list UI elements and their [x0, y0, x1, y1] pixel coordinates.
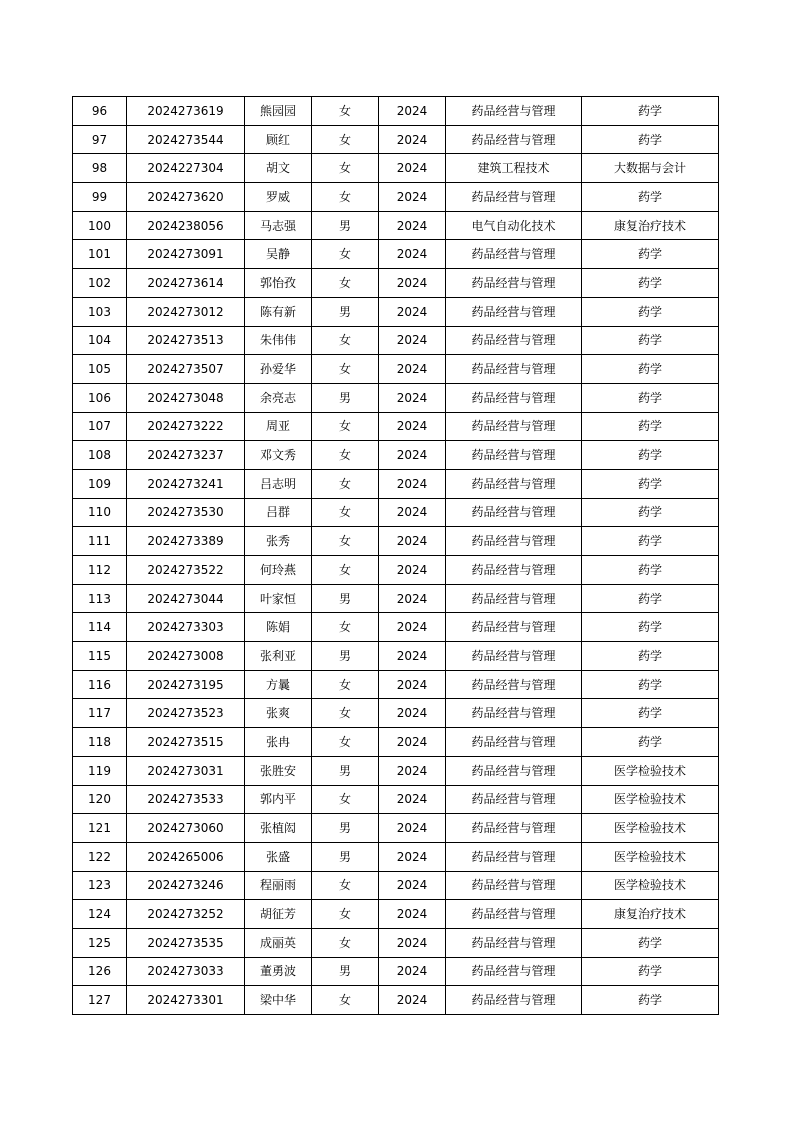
student-name-cell: 吴静	[245, 240, 312, 269]
row-number-cell: 120	[73, 785, 127, 814]
row-number-cell: 114	[73, 613, 127, 642]
student-id-cell: 2024273246	[127, 871, 245, 900]
row-number-cell: 109	[73, 469, 127, 498]
student-id-cell: 2024273237	[127, 441, 245, 470]
current-major-cell: 药品经营与管理	[446, 297, 582, 326]
student-id-cell: 2024273195	[127, 670, 245, 699]
current-major-cell: 药品经营与管理	[446, 842, 582, 871]
student-name-cell: 胡文	[245, 154, 312, 183]
student-id-cell: 2024273614	[127, 269, 245, 298]
target-major-cell: 医学检验技术	[582, 814, 719, 843]
row-number-cell: 101	[73, 240, 127, 269]
enrollment-year-cell: 2024	[379, 412, 446, 441]
table-row	[73, 670, 719, 699]
enrollment-year-cell: 2024	[379, 699, 446, 728]
student-id-cell: 2024273252	[127, 900, 245, 929]
target-major-cell: 药学	[582, 297, 719, 326]
target-major-cell: 药学	[582, 469, 719, 498]
enrollment-year-cell: 2024	[379, 928, 446, 957]
current-major-cell: 药品经营与管理	[446, 355, 582, 384]
enrollment-year-cell: 2024	[379, 785, 446, 814]
target-major-cell: 康复治疗技术	[582, 211, 719, 240]
current-major-cell: 药品经营与管理	[446, 97, 582, 126]
enrollment-year-cell: 2024	[379, 269, 446, 298]
student-name-cell: 余亮志	[245, 383, 312, 412]
target-major-cell: 药学	[582, 498, 719, 527]
gender-cell: 女	[312, 556, 379, 585]
gender-cell: 男	[312, 814, 379, 843]
table-row	[73, 699, 719, 728]
enrollment-year-cell: 2024	[379, 297, 446, 326]
gender-cell: 女	[312, 871, 379, 900]
enrollment-year-cell: 2024	[379, 670, 446, 699]
table-row	[73, 613, 719, 642]
student-id-cell: 2024273530	[127, 498, 245, 527]
student-name-cell: 何玲燕	[245, 556, 312, 585]
enrollment-year-cell: 2024	[379, 154, 446, 183]
current-major-cell: 药品经营与管理	[446, 928, 582, 957]
target-major-cell: 药学	[582, 928, 719, 957]
enrollment-year-cell: 2024	[379, 125, 446, 154]
enrollment-year-cell: 2024	[379, 556, 446, 585]
current-major-cell: 药品经营与管理	[446, 756, 582, 785]
student-name-cell: 朱伟伟	[245, 326, 312, 355]
student-id-cell: 2024273513	[127, 326, 245, 355]
gender-cell: 女	[312, 527, 379, 556]
target-major-cell: 药学	[582, 957, 719, 986]
enrollment-year-cell: 2024	[379, 986, 446, 1015]
current-major-cell: 药品经营与管理	[446, 527, 582, 556]
row-number-cell: 98	[73, 154, 127, 183]
gender-cell: 女	[312, 125, 379, 154]
current-major-cell: 药品经营与管理	[446, 900, 582, 929]
table-row	[73, 154, 719, 183]
target-major-cell: 医学检验技术	[582, 871, 719, 900]
student-id-cell: 2024273533	[127, 785, 245, 814]
table-row	[73, 584, 719, 613]
student-id-cell: 2024273620	[127, 183, 245, 212]
table-row	[73, 556, 719, 585]
table-row	[73, 441, 719, 470]
target-major-cell: 药学	[582, 728, 719, 757]
student-name-cell: 吕群	[245, 498, 312, 527]
table-row	[73, 928, 719, 957]
current-major-cell: 药品经营与管理	[446, 125, 582, 154]
current-major-cell: 药品经营与管理	[446, 785, 582, 814]
student-id-cell: 2024273060	[127, 814, 245, 843]
student-id-cell: 2024273222	[127, 412, 245, 441]
current-major-cell: 电气自动化技术	[446, 211, 582, 240]
student-id-cell: 2024238056	[127, 211, 245, 240]
student-id-cell: 2024273535	[127, 928, 245, 957]
current-major-cell: 药品经营与管理	[446, 670, 582, 699]
enrollment-year-cell: 2024	[379, 584, 446, 613]
target-major-cell: 药学	[582, 527, 719, 556]
student-id-cell: 2024273523	[127, 699, 245, 728]
row-number-cell: 105	[73, 355, 127, 384]
row-number-cell: 122	[73, 842, 127, 871]
gender-cell: 女	[312, 240, 379, 269]
target-major-cell: 药学	[582, 556, 719, 585]
table-row	[73, 383, 719, 412]
row-number-cell: 100	[73, 211, 127, 240]
enrollment-year-cell: 2024	[379, 383, 446, 412]
row-number-cell: 111	[73, 527, 127, 556]
table-body	[73, 97, 719, 1015]
student-name-cell: 陈有新	[245, 297, 312, 326]
gender-cell: 男	[312, 756, 379, 785]
student-name-cell: 方曩	[245, 670, 312, 699]
row-number-cell: 118	[73, 728, 127, 757]
enrollment-year-cell: 2024	[379, 613, 446, 642]
target-major-cell: 药学	[582, 240, 719, 269]
table-row	[73, 412, 719, 441]
student-name-cell: 张爽	[245, 699, 312, 728]
row-number-cell: 119	[73, 756, 127, 785]
gender-cell: 女	[312, 498, 379, 527]
table-row	[73, 469, 719, 498]
student-name-cell: 成丽英	[245, 928, 312, 957]
target-major-cell: 医学检验技术	[582, 756, 719, 785]
current-major-cell: 药品经营与管理	[446, 240, 582, 269]
current-major-cell: 药品经营与管理	[446, 183, 582, 212]
gender-cell: 女	[312, 699, 379, 728]
student-name-cell: 梁中华	[245, 986, 312, 1015]
row-number-cell: 104	[73, 326, 127, 355]
target-major-cell: 药学	[582, 986, 719, 1015]
student-id-cell: 2024273241	[127, 469, 245, 498]
student-id-cell: 2024273008	[127, 642, 245, 671]
row-number-cell: 115	[73, 642, 127, 671]
current-major-cell: 药品经营与管理	[446, 498, 582, 527]
target-major-cell: 药学	[582, 441, 719, 470]
current-major-cell: 药品经营与管理	[446, 441, 582, 470]
student-id-cell: 2024273033	[127, 957, 245, 986]
current-major-cell: 药品经营与管理	[446, 642, 582, 671]
gender-cell: 女	[312, 355, 379, 384]
student-id-cell: 2024273048	[127, 383, 245, 412]
student-id-cell: 2024273515	[127, 728, 245, 757]
student-name-cell: 程丽雨	[245, 871, 312, 900]
table-row	[73, 240, 719, 269]
current-major-cell: 药品经营与管理	[446, 556, 582, 585]
current-major-cell: 药品经营与管理	[446, 871, 582, 900]
gender-cell: 女	[312, 728, 379, 757]
student-id-cell: 2024273619	[127, 97, 245, 126]
target-major-cell: 大数据与会计	[582, 154, 719, 183]
table-row	[73, 986, 719, 1015]
student-name-cell: 邓文秀	[245, 441, 312, 470]
enrollment-year-cell: 2024	[379, 97, 446, 126]
student-name-cell: 孙爱华	[245, 355, 312, 384]
row-number-cell: 113	[73, 584, 127, 613]
gender-cell: 女	[312, 670, 379, 699]
table-row	[73, 97, 719, 126]
row-number-cell: 112	[73, 556, 127, 585]
row-number-cell: 123	[73, 871, 127, 900]
table-row	[73, 728, 719, 757]
student-name-cell: 郭内平	[245, 785, 312, 814]
enrollment-year-cell: 2024	[379, 183, 446, 212]
target-major-cell: 药学	[582, 97, 719, 126]
gender-cell: 男	[312, 297, 379, 326]
row-number-cell: 121	[73, 814, 127, 843]
student-id-cell: 2024273303	[127, 613, 245, 642]
student-name-cell: 周亚	[245, 412, 312, 441]
student-id-cell: 2024273091	[127, 240, 245, 269]
current-major-cell: 药品经营与管理	[446, 699, 582, 728]
table-row	[73, 785, 719, 814]
student-name-cell: 罗威	[245, 183, 312, 212]
enrollment-year-cell: 2024	[379, 326, 446, 355]
student-name-cell: 张冉	[245, 728, 312, 757]
gender-cell: 女	[312, 97, 379, 126]
table-row	[73, 871, 719, 900]
row-number-cell: 125	[73, 928, 127, 957]
student-name-cell: 董勇波	[245, 957, 312, 986]
student-name-cell: 胡征芳	[245, 900, 312, 929]
target-major-cell: 药学	[582, 383, 719, 412]
gender-cell: 女	[312, 928, 379, 957]
current-major-cell: 药品经营与管理	[446, 326, 582, 355]
table-row	[73, 125, 719, 154]
enrollment-year-cell: 2024	[379, 900, 446, 929]
enrollment-year-cell: 2024	[379, 498, 446, 527]
student-name-cell: 张盛	[245, 842, 312, 871]
current-major-cell: 药品经营与管理	[446, 986, 582, 1015]
student-name-cell: 顾红	[245, 125, 312, 154]
student-name-cell: 张秀	[245, 527, 312, 556]
enrollment-year-cell: 2024	[379, 957, 446, 986]
row-number-cell: 108	[73, 441, 127, 470]
table-row	[73, 183, 719, 212]
enrollment-year-cell: 2024	[379, 527, 446, 556]
enrollment-year-cell: 2024	[379, 871, 446, 900]
target-major-cell: 药学	[582, 326, 719, 355]
gender-cell: 女	[312, 412, 379, 441]
target-major-cell: 药学	[582, 642, 719, 671]
gender-cell: 男	[312, 642, 379, 671]
student-name-cell: 吕志明	[245, 469, 312, 498]
gender-cell: 男	[312, 584, 379, 613]
current-major-cell: 药品经营与管理	[446, 469, 582, 498]
current-major-cell: 药品经营与管理	[446, 728, 582, 757]
student-name-cell: 张植闳	[245, 814, 312, 843]
enrollment-year-cell: 2024	[379, 469, 446, 498]
row-number-cell: 106	[73, 383, 127, 412]
student-id-cell: 2024273507	[127, 355, 245, 384]
row-number-cell: 107	[73, 412, 127, 441]
target-major-cell: 药学	[582, 269, 719, 298]
table-row	[73, 211, 719, 240]
row-number-cell: 124	[73, 900, 127, 929]
student-name-cell: 张利亚	[245, 642, 312, 671]
row-number-cell: 97	[73, 125, 127, 154]
row-number-cell: 127	[73, 986, 127, 1015]
gender-cell: 女	[312, 326, 379, 355]
enrollment-year-cell: 2024	[379, 355, 446, 384]
student-roster-table	[72, 96, 719, 1015]
enrollment-year-cell: 2024	[379, 642, 446, 671]
target-major-cell: 药学	[582, 355, 719, 384]
gender-cell: 女	[312, 269, 379, 298]
enrollment-year-cell: 2024	[379, 240, 446, 269]
student-id-cell: 2024265006	[127, 842, 245, 871]
student-name-cell: 陈娟	[245, 613, 312, 642]
student-id-cell: 2024273301	[127, 986, 245, 1015]
table-row	[73, 957, 719, 986]
row-number-cell: 126	[73, 957, 127, 986]
target-major-cell: 药学	[582, 670, 719, 699]
enrollment-year-cell: 2024	[379, 441, 446, 470]
student-name-cell: 熊园园	[245, 97, 312, 126]
gender-cell: 女	[312, 900, 379, 929]
gender-cell: 男	[312, 957, 379, 986]
current-major-cell: 建筑工程技术	[446, 154, 582, 183]
gender-cell: 女	[312, 154, 379, 183]
target-major-cell: 药学	[582, 699, 719, 728]
current-major-cell: 药品经营与管理	[446, 269, 582, 298]
student-name-cell: 郭怡孜	[245, 269, 312, 298]
student-id-cell: 2024273012	[127, 297, 245, 326]
gender-cell: 女	[312, 785, 379, 814]
table-row	[73, 269, 719, 298]
current-major-cell: 药品经营与管理	[446, 412, 582, 441]
row-number-cell: 117	[73, 699, 127, 728]
table-row	[73, 900, 719, 929]
target-major-cell: 药学	[582, 412, 719, 441]
current-major-cell: 药品经营与管理	[446, 613, 582, 642]
row-number-cell: 99	[73, 183, 127, 212]
gender-cell: 女	[312, 469, 379, 498]
student-id-cell: 2024273544	[127, 125, 245, 154]
target-major-cell: 医学检验技术	[582, 785, 719, 814]
table-row	[73, 355, 719, 384]
enrollment-year-cell: 2024	[379, 728, 446, 757]
current-major-cell: 药品经营与管理	[446, 814, 582, 843]
target-major-cell: 医学检验技术	[582, 842, 719, 871]
row-number-cell: 96	[73, 97, 127, 126]
enrollment-year-cell: 2024	[379, 756, 446, 785]
student-name-cell: 马志强	[245, 211, 312, 240]
table-row	[73, 326, 719, 355]
row-number-cell: 116	[73, 670, 127, 699]
gender-cell: 男	[312, 383, 379, 412]
table-row	[73, 297, 719, 326]
gender-cell: 女	[312, 183, 379, 212]
target-major-cell: 康复治疗技术	[582, 900, 719, 929]
gender-cell: 女	[312, 441, 379, 470]
gender-cell: 女	[312, 613, 379, 642]
gender-cell: 女	[312, 986, 379, 1015]
student-name-cell: 叶家恒	[245, 584, 312, 613]
target-major-cell: 药学	[582, 584, 719, 613]
student-id-cell: 2024273389	[127, 527, 245, 556]
gender-cell: 男	[312, 211, 379, 240]
student-id-cell: 2024273044	[127, 584, 245, 613]
target-major-cell: 药学	[582, 125, 719, 154]
student-name-cell: 张胜安	[245, 756, 312, 785]
current-major-cell: 药品经营与管理	[446, 957, 582, 986]
current-major-cell: 药品经营与管理	[446, 383, 582, 412]
student-id-cell: 2024273522	[127, 556, 245, 585]
table-row	[73, 814, 719, 843]
target-major-cell: 药学	[582, 613, 719, 642]
target-major-cell: 药学	[582, 183, 719, 212]
enrollment-year-cell: 2024	[379, 842, 446, 871]
row-number-cell: 102	[73, 269, 127, 298]
gender-cell: 男	[312, 842, 379, 871]
table-row	[73, 642, 719, 671]
table-row	[73, 756, 719, 785]
current-major-cell: 药品经营与管理	[446, 584, 582, 613]
table-row	[73, 842, 719, 871]
enrollment-year-cell: 2024	[379, 814, 446, 843]
row-number-cell: 103	[73, 297, 127, 326]
table-row	[73, 527, 719, 556]
row-number-cell: 110	[73, 498, 127, 527]
enrollment-year-cell: 2024	[379, 211, 446, 240]
student-id-cell: 2024227304	[127, 154, 245, 183]
student-id-cell: 2024273031	[127, 756, 245, 785]
table-row	[73, 498, 719, 527]
